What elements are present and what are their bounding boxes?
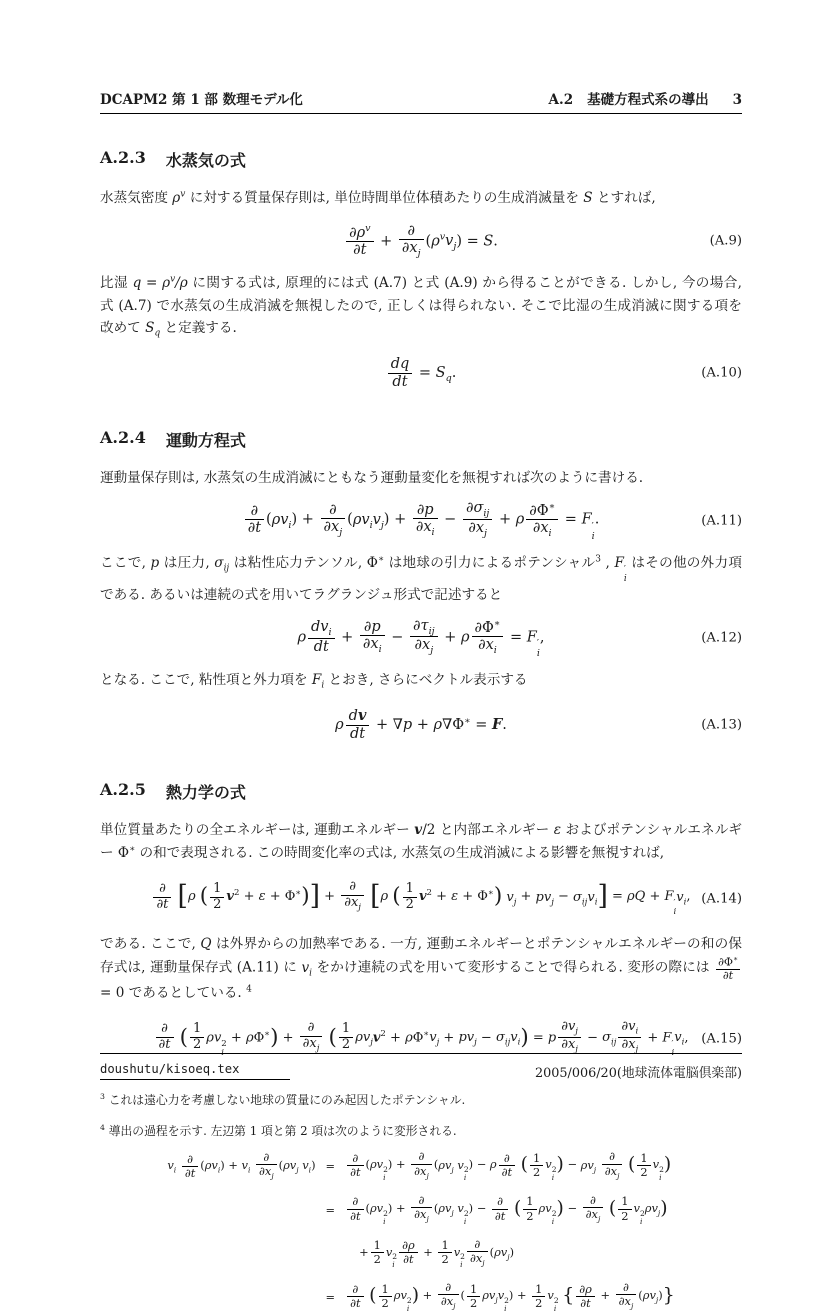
paragraph-vector-form: となる. ここで, 粘性項と外力項を $F_i$ とおき, さらにベクトル表示する: [100, 672, 528, 691]
equation-a12-body: ρ $dv_i$ dt + $\frac{\partial p}{\partial x_i}$ − $\partial\tau_{ij}$ $\partial x_j$ + ρ $\frac{\partial\Phi^∗}{\partial x_i}$ = F ′ i ,: [297, 617, 545, 659]
header-right: [549, 88, 742, 108]
section-title: 運動方程式: [165, 431, 246, 451]
fn-math-row3-rhs: + $\frac{1}{2}$ v 2 i $\frac{\partial\rho}{\partial t}$ + $\frac{1}{2}$ v 2 i ∂ $\partial x_j$ $(\rho v_j)$: [359, 1236, 515, 1270]
page-number: 3: [732, 92, 742, 108]
equation-a13: [100, 702, 742, 748]
section-heading-a24: [100, 428, 742, 451]
paragraph-heating-rate: である. ここで, Q は外界からの加熱率である. 一方, 運動エネルギーとポテンシャルエネルギーの和の保存式は, 運動量保存式 (A.11) に $v_i$ をかけ連続の式を用いて変形することで得られる. 変形の際には $\frac{\partial\Phi^∗}{\partial t}$ = 0 であるとしている. $^4$: [100, 935, 742, 1001]
section-number: A.2.3: [100, 148, 146, 167]
equation-a14-body: ∂ ∂t [ρ ( $\frac{1}{2}$ $v^2 + \varepsilon + \Phi^∗$)] + ∂ $\partial x_j$ [ρ ( $\frac{1}{2}$ $v^2 + \varepsilon + \Phi^∗$) $v_j + pv_j - \sigma_{ij}v_i] = \rho Q + F$ ′ i $v_i$,: [151, 880, 690, 916]
section-number: A.2.4: [100, 428, 146, 448]
equation-a14-label: (A.14): [701, 891, 742, 907]
footnote-derivation-math: [100, 1150, 742, 1312]
paragraph-energy-intro: 単位質量あたりの全エネルギーは, 運動エネルギー v/2 と内部エネルギー ε およびポテンシャルエネルギー Φ∗ の和で表現される. この時間変化率の式は, 水蒸気の生成消滅による影響を無視すれば,: [100, 822, 743, 861]
equation-a11-label: (A.11): [701, 513, 742, 529]
equation-a13-label: (A.13): [701, 717, 742, 733]
header-section-title: 基礎方程式系の導出: [587, 92, 709, 108]
page-header: [100, 88, 742, 108]
equation-a12: [100, 615, 742, 661]
equation-a10-label: (A.10): [701, 365, 742, 381]
paragraph-pressure-terms: ここで, p は圧力, $\sigma_{ij}$ は粘性応力テンソル, Φ∗ は地球の引力によるポテンシャル$^3$ , F ′ i はその他の外力項である. あるいは連続の式を用いてラグランジュ形式で記述すると: [100, 554, 742, 604]
header-section-number: A.2: [548, 92, 574, 108]
section-heading-a23: [100, 148, 742, 171]
section-title: 熱力学の式: [165, 783, 246, 802]
equation-a14: [100, 873, 742, 925]
paragraph-momentum-intro: 運動量保存則は, 水蒸気の生成消滅にともなう運動量変化を無視すれば次のように書ける.: [100, 470, 644, 487]
footnote-3: $^3$ これは遠心力を考慮しない地球の質量にのみ起因したポテンシャル.: [100, 1092, 466, 1108]
equation-a9-label: (A.9): [709, 233, 742, 249]
equation-a12-label: (A.12): [701, 630, 742, 646]
paragraph-vapor-intro: 水蒸気密度 $\rho^v$ に対する質量保存則は, 単位時間単位体積あたりの生成消滅量を S とすれば,: [100, 189, 656, 206]
equation-a11: [100, 498, 742, 544]
equation-a10-body: $\frac{dq}{dt}$ = $S_q$.: [386, 356, 457, 390]
fn-math-row1-rhs: ∂ ∂t (ρv 2 i ) + ∂ $\partial x_j$ ($\rho v_j$ v 2 i ) − ρ ∂ ∂t ( $\frac{1}{2}$ v 2 i ) − $\rho v_j$ ∂ $\partial x_j$ ( $\frac{1}{2}$ v 2 i ): [345, 1150, 675, 1182]
section-title: 水蒸気の式: [165, 151, 246, 170]
equation-a15-label: (A.15): [701, 1031, 742, 1047]
header-left-title: DCAPM2 第 1 部 数理モデル化: [100, 92, 303, 108]
page-content: [100, 88, 742, 1313]
fn-math-row2-rhs: ∂ ∂t (ρv 2 i ) + ∂ $\partial x_j$ ($\rho v_j$ v 2 i ) − ∂ ∂t ( $\frac{1}{2}$ ρv 2 i ) − ∂ $\partial x_j$ ( $\frac{1}{2}$ v 2 i $\rho v_j$): [345, 1194, 675, 1226]
fn-math-row4-rel: =: [325, 1290, 336, 1305]
equation-a9-body: $\frac{\partial\rho^v}{\partial t}$ + ∂ $\partial x_j$ $(\rho^vv_j) = S$.: [344, 223, 498, 260]
header-rule: [100, 113, 742, 114]
paragraph-specific-humidity: 比湿 $q = \rho^v/\rho$ に関する式は, 原理的には式 (A.7) と式 (A.9) から得ることができる. しかし, 今の場合, 式 (A.7) で水蒸気の生成消滅を無視したので, 正しくは得られない. そこで比湿の生成消滅に関する項を改めて $S_q$ と定義する.: [100, 274, 742, 340]
fn-math-row2-rel: =: [325, 1202, 336, 1217]
fn-math-row4-rhs: ∂ ∂t ( $\frac{1}{2}$ ρv 2 i ) + ∂ $\partial x_j$ ( $\frac{1}{2}$ $\rho v_jv$ 2 i ) + $\frac{1}{2}$ v 2 i { $\frac{\partial\rho}{\partial t}$ + ∂ $\partial x_j$ $(\rho v_j)$}: [345, 1281, 675, 1313]
fn-math-row1-rel: =: [325, 1159, 336, 1174]
equation-a9: [100, 218, 742, 264]
equation-a15-body: ∂ ∂t ( $\frac{1}{2}$ ρv 2 i + ρΦ∗) + ∂ $\partial x_j$ ( $\frac{1}{2}$ $\rho v_jv^2 + \rho\Phi^∗v_j + pv_j - \sigma_{ij}v_i) = p$ $\frac{\partial v_j}{\partial x_j}$ − $\sigma_{ij}$ $\frac{\partial v_i}{\partial x_j}$ + F ′ i $v_i$,: [154, 1020, 689, 1058]
footnote-4: $^4$ 導出の過程を示す. 左辺第 1 項と第 2 項は次のように変形される.: [100, 1122, 457, 1138]
footer-rule: [100, 1053, 742, 1054]
footer-date-org: 2005/006/20(地球流体電脳倶楽部): [534, 1066, 742, 1081]
equation-a11-body: ∂ ∂t $(\rho v_i)$ + ∂ $\partial x_j$ $(\rho v_iv_j)$ + $\frac{\partial p}{\partial x_i}$ − $\partial\sigma_{ij}$ $\partial x_j$ + ρ $\frac{\partial\Phi^∗}{\partial x_i}$ = F ′ i .: [243, 500, 600, 541]
section-heading-a25: [100, 780, 742, 803]
section-number: A.2.5: [100, 780, 146, 799]
equation-a10: [100, 350, 742, 396]
page-footer: [100, 1053, 742, 1081]
fn-math-row1-lhs: $v_i$ ∂ ∂t $(\rho v_i) + v_i$ ∂ $\partial x_j$ ($\rho v_j$ $v_i$): [167, 1150, 316, 1181]
equation-a13-body: ρ $\frac{dv}{dt}$ + ∇p + ρ∇Φ∗ = F.: [335, 706, 507, 742]
footer-filename: doushutu/kisoeq.tex: [100, 1062, 240, 1076]
